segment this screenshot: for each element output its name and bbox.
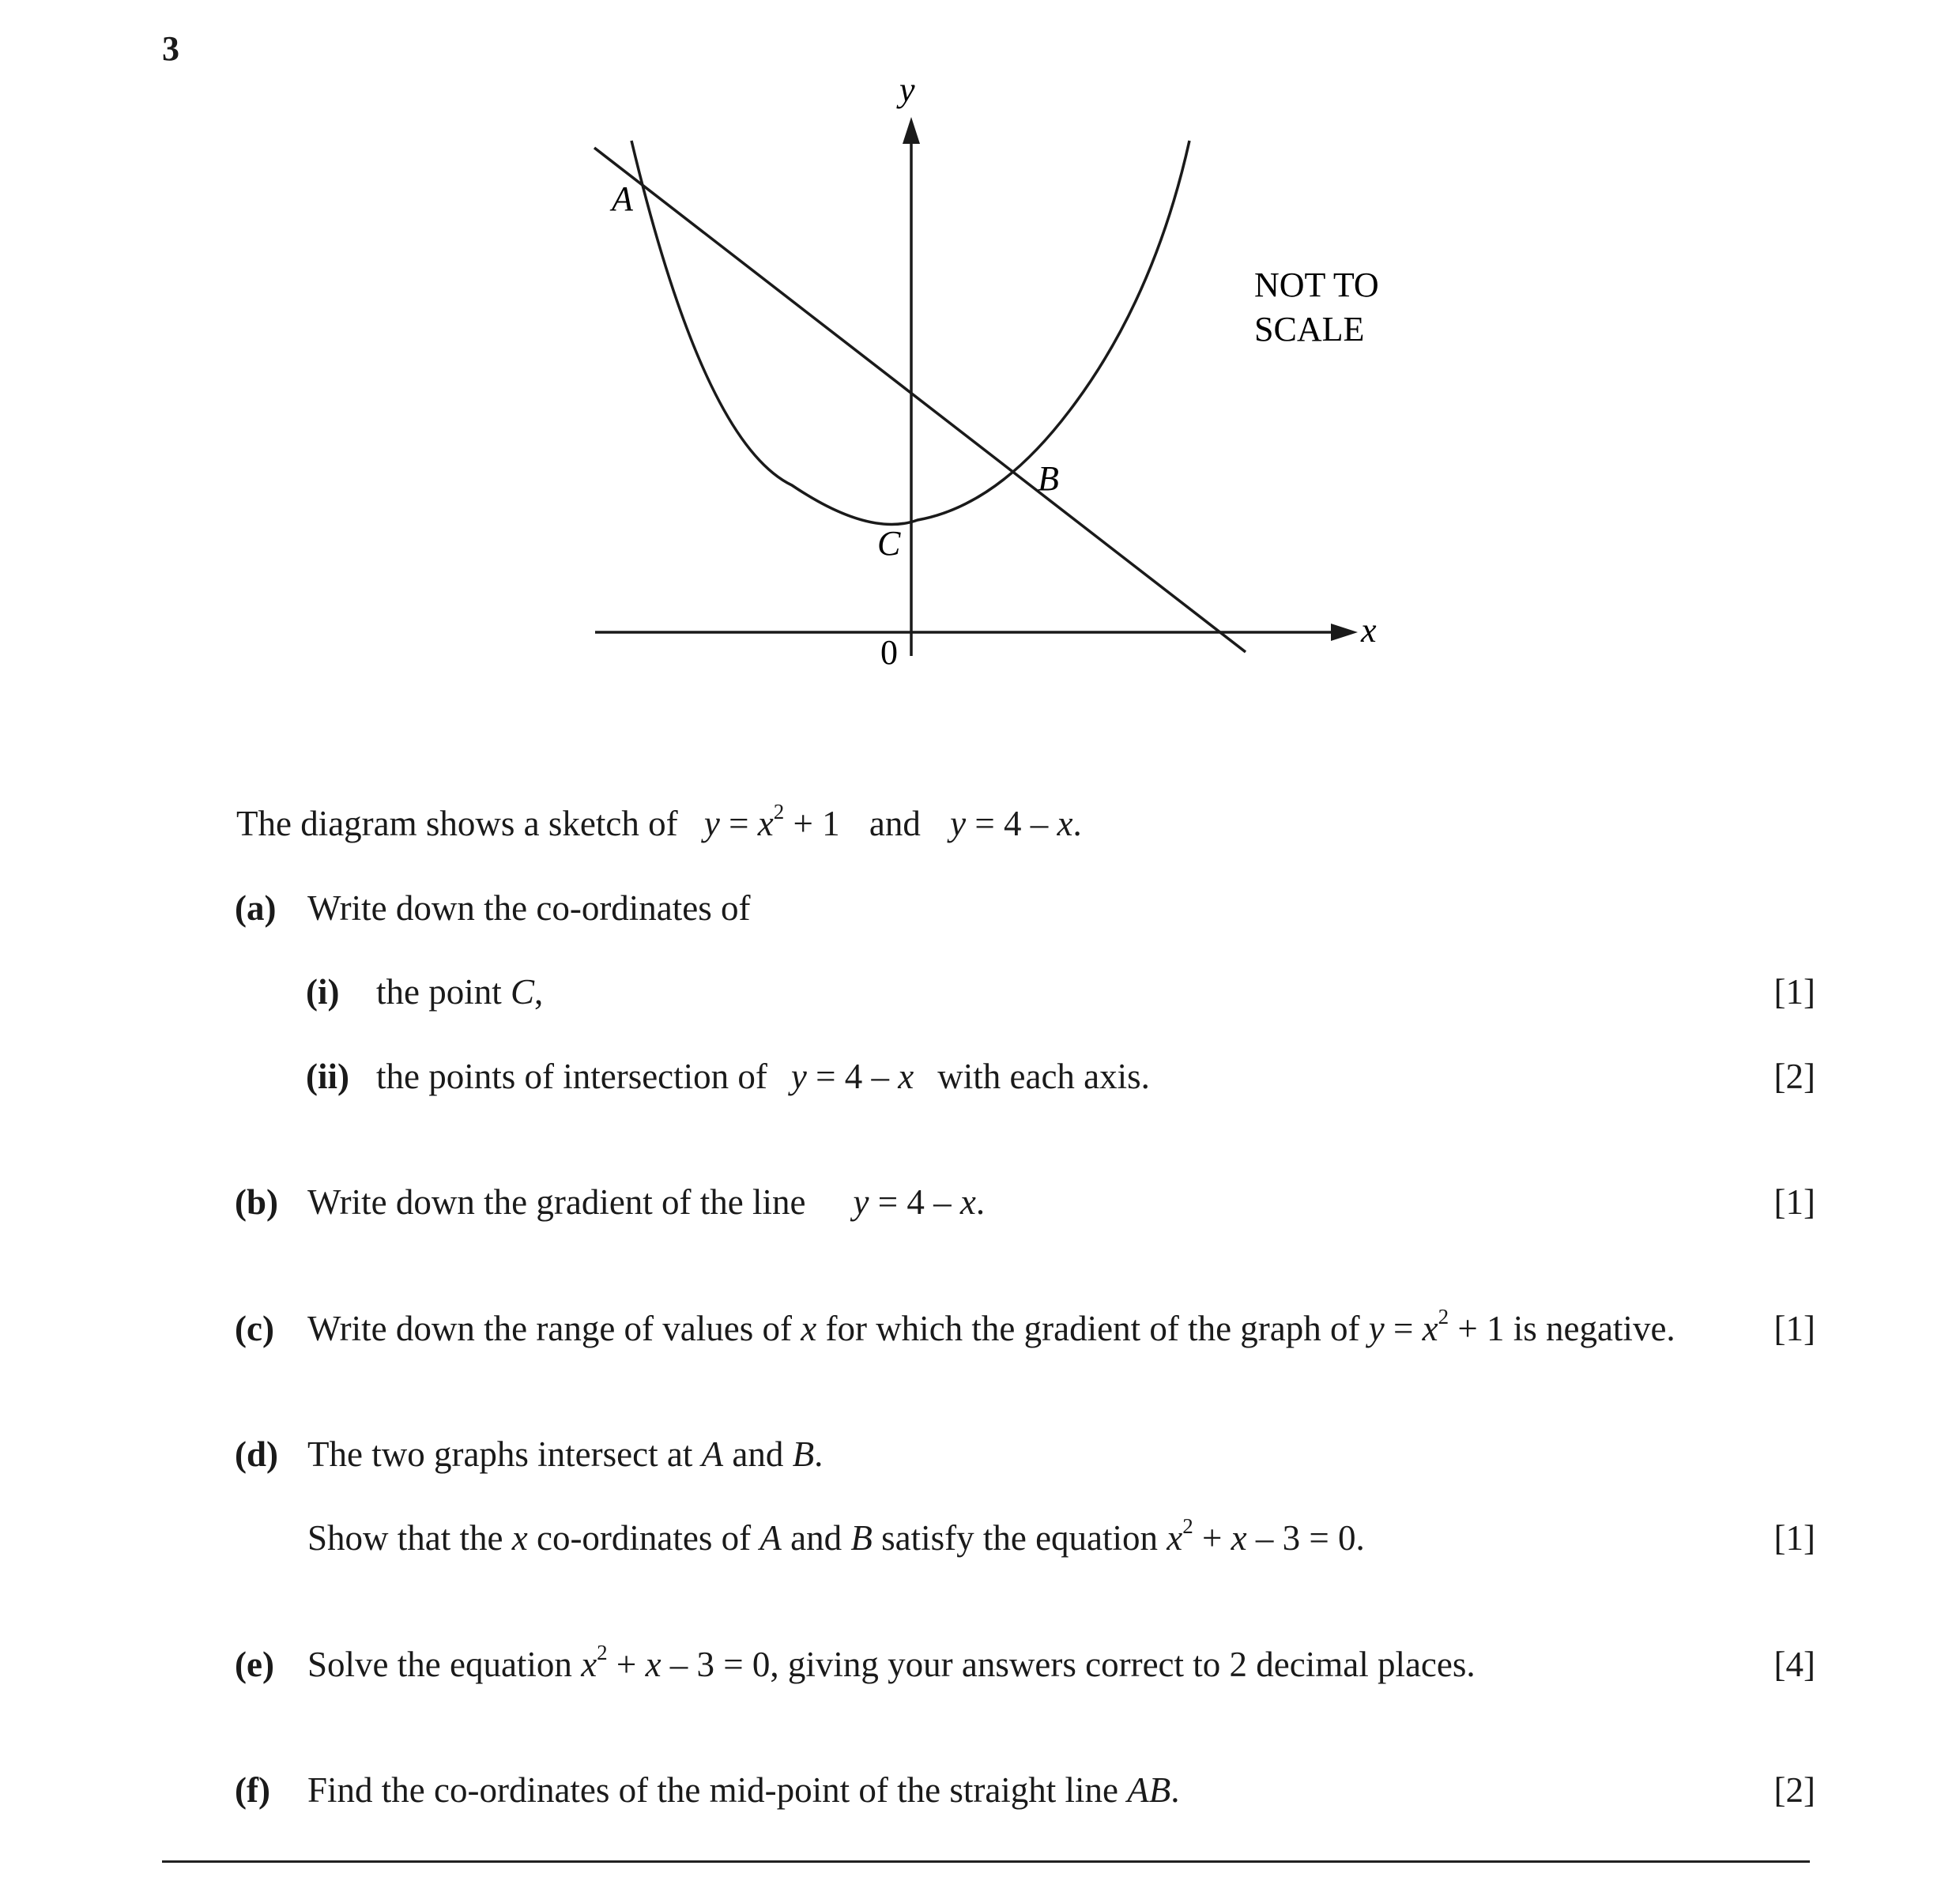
straight-line bbox=[594, 148, 1246, 652]
part-a-ii-label: (ii) bbox=[306, 1057, 349, 1096]
part-e-text: Solve the equation $x^2 + x - 3 = 0$, giving your answers correct to 2 decimal places. bbox=[307, 1641, 1476, 1684]
part-d-marks: [1] bbox=[1773, 1518, 1815, 1558]
part-c-marks: [1] bbox=[1773, 1309, 1815, 1348]
bottom-rule bbox=[162, 1860, 1810, 1863]
part-e-label: (e) bbox=[235, 1645, 274, 1684]
not-to-scale-line1: NOT TO bbox=[1254, 266, 1379, 304]
part-a-i-label: (i) bbox=[306, 972, 340, 1012]
part-d-show-text: Show that the x co-ordinates of A and B satisfy the equation $x^2 + x - 3 = 0$. bbox=[307, 1514, 1365, 1558]
part-a-i-text: the point C, bbox=[376, 972, 544, 1012]
part-d-text: The two graphs intersect at A and B. bbox=[307, 1434, 824, 1474]
part-a-i-marks: [1] bbox=[1773, 972, 1815, 1012]
point-a-label: A bbox=[612, 179, 633, 218]
part-a-text: Write down the co-ordinates of bbox=[307, 888, 751, 928]
x-axis-arrow bbox=[1331, 624, 1358, 641]
part-a-label: (a) bbox=[235, 888, 277, 928]
part-f-text: Find the co-ordinates of the mid-point of the straight line AB. bbox=[307, 1770, 1180, 1810]
intro-sentence: The diagram shows a sketch of $y = x^2 + 1$ and y = 4 – x. bbox=[236, 800, 1082, 843]
part-c-label: (c) bbox=[235, 1309, 274, 1348]
point-c-label: C bbox=[877, 524, 901, 563]
x-axis-label: x bbox=[1361, 611, 1377, 650]
origin-label: 0 bbox=[880, 633, 898, 672]
part-a-ii-text: the points of intersection of y = 4 – x with each axis. bbox=[376, 1057, 1150, 1096]
point-b-label: B bbox=[1038, 459, 1059, 498]
part-e-marks: [4] bbox=[1773, 1645, 1815, 1684]
y-axis-arrow bbox=[903, 117, 920, 144]
intro-and: and bbox=[869, 804, 921, 843]
part-a-ii-marks: [2] bbox=[1773, 1057, 1815, 1096]
y-axis-label: y bbox=[899, 70, 915, 109]
intro-text: The diagram shows a sketch of bbox=[236, 804, 678, 843]
part-d-label: (d) bbox=[235, 1434, 278, 1474]
question-number: 3 bbox=[162, 29, 179, 68]
part-b-label: (b) bbox=[235, 1182, 278, 1222]
part-f-marks: [2] bbox=[1773, 1770, 1815, 1810]
part-f-label: (f) bbox=[235, 1770, 270, 1810]
part-b-text: Write down the gradient of the line y = 4 – x. bbox=[307, 1182, 986, 1222]
sketch-diagram bbox=[0, 0, 1960, 759]
part-c-text: Write down the range of values of x for which the gradient of the graph of $y = x^2 + 1$ is negative. bbox=[307, 1305, 1675, 1348]
not-to-scale-line2: SCALE bbox=[1254, 310, 1365, 349]
part-b-marks: [1] bbox=[1773, 1182, 1815, 1222]
